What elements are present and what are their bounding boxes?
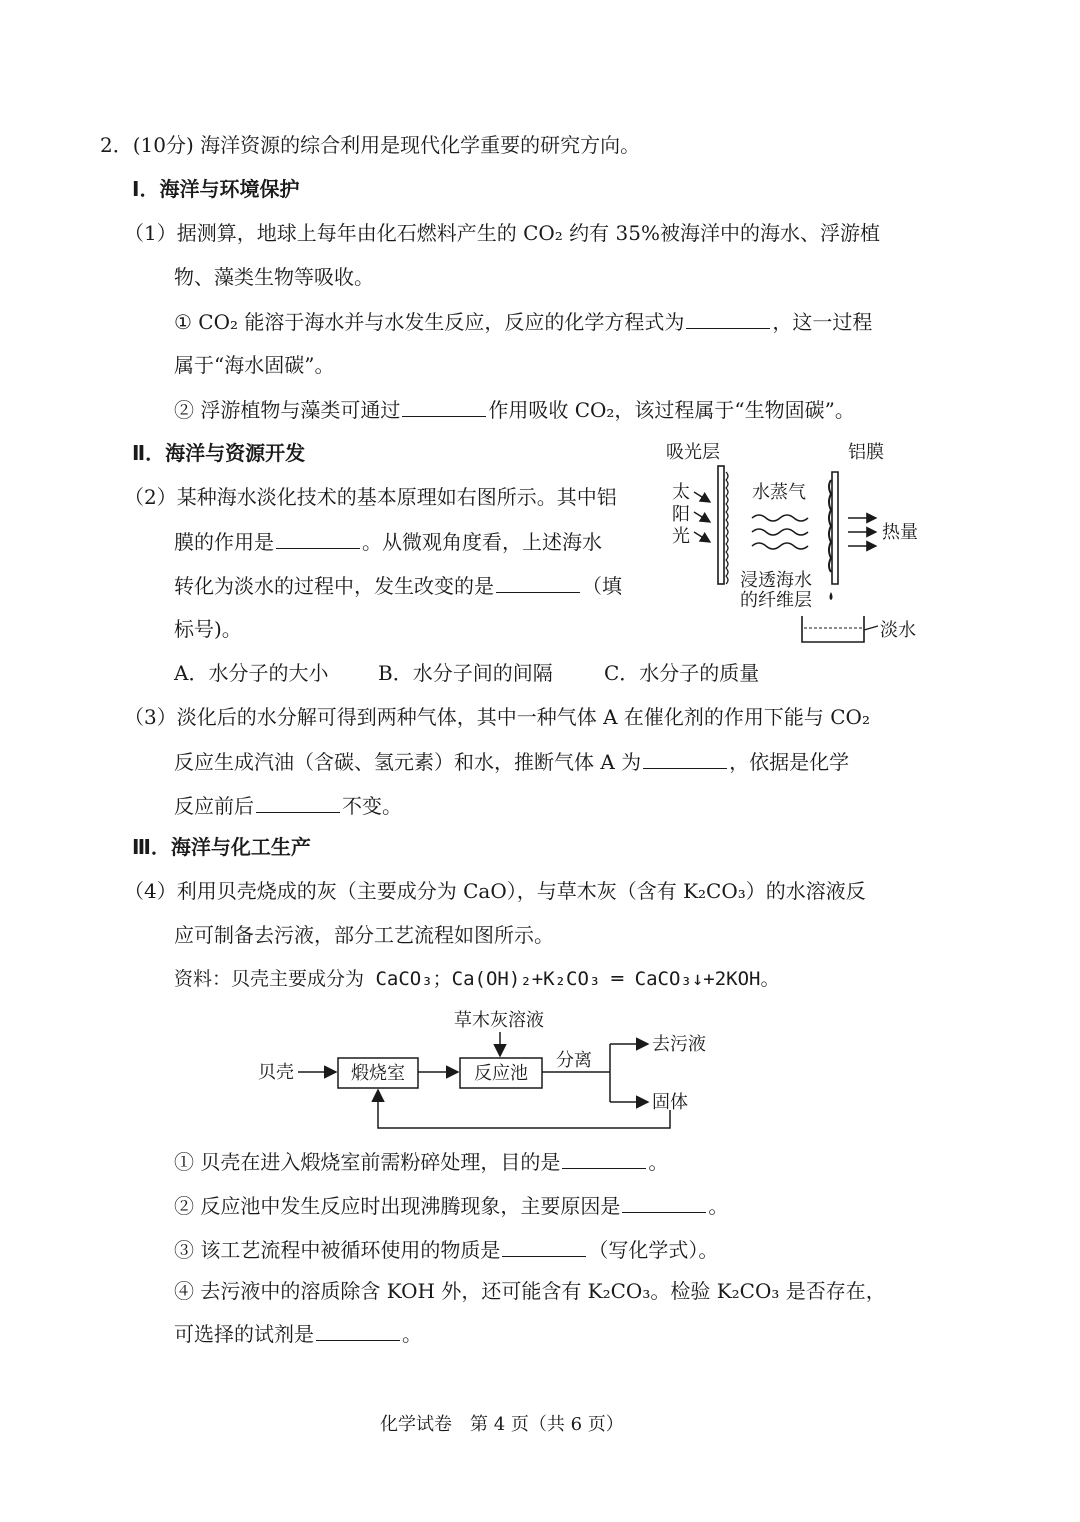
answer-blank-gas-a[interactable] (643, 746, 727, 769)
flow-label-reactor: 反应池 (474, 1063, 528, 1084)
q3-line-2 (174, 746, 849, 777)
q3-text-2a: 反应生成汽油（含碳、氢元素）和水，推断气体 A 为 (174, 750, 642, 774)
q2-option-b[interactable]: B．水分子间的间隔 (378, 661, 553, 685)
flow-label-ash-solution: 草木灰溶液 (454, 1010, 544, 1031)
q1-sub1-text-b: ，这一过程 (772, 310, 873, 334)
page-footer: 化学试卷 第 4 页（共 6 页） (380, 1414, 624, 1435)
q1-sub1-text-a: ① CO₂ 能溶于海水并与水发生反应，反应的化学方程式为 (174, 310, 685, 334)
label-absorb-layer: 吸光层 (666, 442, 720, 463)
process-flow-diagram (250, 1004, 730, 1134)
q4-sub4-line-1: ④ 去污液中的溶质除含 KOH 外，还可能含有 K₂CO₃。检验 K₂CO₃ 是否存在， (174, 1279, 886, 1303)
section-1-title: Ⅰ．海洋与环境保护 (132, 177, 300, 201)
q2-text-3b: （填 (582, 574, 622, 598)
label-sun-3: 光 (672, 526, 690, 547)
absorb-layer (718, 466, 724, 584)
q4-line-1 (124, 876, 866, 906)
q4-sub1-text-a: ① 贝壳在进入煅烧室前需粉碎处理，目的是 (174, 1150, 561, 1174)
flow-label-calciner: 煅烧室 (351, 1063, 405, 1084)
answer-blank-reagent[interactable] (316, 1318, 400, 1341)
q3-text-3a: 反应前后 (174, 794, 254, 818)
section-3-title: Ⅲ．海洋与化工生产 (132, 835, 311, 859)
flow-label-solid: 固体 (652, 1092, 688, 1113)
flow-label-detergent: 去污液 (652, 1034, 706, 1055)
resource-note: 资料：贝壳主要成分为 CaCO₃；Ca(OH)₂+K₂CO₃ ═ CaCO₃↓+2KOH。 (174, 968, 780, 990)
q1-line-2: 物、藻类生物等吸收。 (174, 265, 374, 289)
q3-line-3 (174, 790, 402, 821)
q4-sub4-text-b: 。 (402, 1322, 422, 1346)
label-water-vapor: 水蒸气 (752, 482, 806, 503)
question-header (100, 130, 640, 160)
flow-label-shell: 贝壳 (258, 1062, 294, 1083)
label-heat: 热量 (882, 522, 918, 543)
q4-sub3-text-a: ③ 该工艺流程中被循环使用的物质是 (174, 1238, 501, 1262)
q2-line-1 (124, 482, 617, 512)
answer-blank-aluminum-role[interactable] (276, 526, 360, 549)
q2-number: （2） (124, 485, 177, 509)
q1-line-1 (124, 218, 880, 248)
q2-text-2b: 。从微观角度看，上述海水 (362, 530, 602, 554)
q1-sub2-text-b: 作用吸收 CO₂，该过程属于“生物固碳”。 (488, 398, 855, 422)
answer-blank-boiling[interactable] (622, 1190, 706, 1213)
answer-blank-equation[interactable] (686, 306, 770, 329)
q4-text-1: 利用贝壳烧成的灰（主要成分为 CaO），与草木灰（含有 K₂CO₃）的水溶液反 (176, 879, 866, 903)
q2-line-3 (174, 570, 622, 601)
q2-line-2 (174, 526, 602, 557)
question-intro: 海洋资源的综合利用是现代化学重要的研究方向。 (200, 133, 641, 157)
q4-sub4-line-2 (174, 1318, 422, 1349)
desalination-diagram (650, 432, 940, 652)
label-sun-2: 阳 (672, 504, 690, 525)
condensed-water (829, 480, 831, 572)
q4-sub3-text-b: （写化学式）。 (588, 1238, 719, 1262)
section-2-title: Ⅱ．海洋与资源开发 (132, 441, 306, 465)
label-sun-1: 太 (672, 482, 690, 503)
q2-option-a[interactable]: A．水分子的大小 (174, 661, 329, 685)
q4-sub3-line (174, 1234, 718, 1265)
q3-text-2b: ，依据是化学 (729, 750, 850, 774)
q2-text-3a: 转化为淡水的过程中，发生改变的是 (174, 574, 494, 598)
q2-text-1: 某种海水淡化技术的基本原理如右图所示。其中铝 (176, 485, 617, 509)
heat-arrows (848, 518, 876, 546)
q4-sub1-text-b: 。 (648, 1150, 669, 1174)
recycle-arrow (378, 1090, 670, 1128)
q1-sub1-line-1 (174, 306, 872, 337)
q1-text-1: 据测算，地球上每年由化石燃料产生的 CO₂ 约有 35%被海洋中的海水、浮游植 (176, 221, 880, 245)
label-fresh-water: 淡水 (880, 620, 916, 641)
q4-sub1-line (174, 1146, 668, 1177)
label-fiber-1: 浸透海水 (740, 570, 812, 591)
aluminum-film (832, 472, 838, 584)
q4-sub2-text-b: 。 (708, 1194, 729, 1218)
q1-sub2-text-a: ② 浮游植物与藻类可通过 (174, 398, 401, 422)
q1-number: （1） (124, 221, 177, 245)
question-number-score: 2．(10分) (100, 133, 194, 157)
q1-sub2-line (174, 394, 855, 425)
label-aluminum-film: 铝膜 (848, 442, 884, 463)
q4-line-2: 应可制备去污液，部分工艺流程如图所示。 (174, 923, 554, 947)
q4-sub4-text-a: 可选择的试剂是 (174, 1322, 314, 1346)
q3-number: （3） (124, 705, 177, 729)
answer-blank-photosynthesis[interactable] (402, 394, 486, 417)
q3-text-1: 淡化后的水分解可得到两种气体，其中一种气体 A 在催化剂的作用下能与 CO₂ (176, 705, 870, 729)
q3-text-3b: 不变。 (342, 794, 402, 818)
q4-number: （4） (124, 879, 177, 903)
vapor-waves (752, 515, 808, 549)
label-fiber-2: 的纤维层 (740, 590, 812, 611)
q3-line-1 (124, 702, 870, 732)
q2-text-2a: 膜的作用是 (174, 530, 274, 554)
fresh-water-pointer (864, 626, 878, 630)
q1-sub1-line-2: 属于“海水固碳”。 (174, 353, 335, 377)
sunlight-arrows (694, 492, 710, 542)
flow-label-separate: 分离 (556, 1050, 592, 1071)
answer-blank-conservation[interactable] (256, 790, 340, 813)
q2-line-4: 标号)。 (174, 617, 242, 641)
answer-blank-grinding[interactable] (562, 1146, 646, 1169)
q2-option-c[interactable]: C．水分子的质量 (604, 661, 760, 685)
water-drop (830, 592, 833, 600)
answer-blank-change[interactable] (496, 570, 580, 593)
answer-blank-recycled[interactable] (502, 1234, 586, 1257)
q4-sub2-line (174, 1190, 728, 1221)
fiber-layer (726, 472, 728, 584)
fresh-water-container (802, 616, 864, 642)
q4-sub2-text-a: ② 反应池中发生反应时出现沸腾现象，主要原因是 (174, 1194, 621, 1218)
